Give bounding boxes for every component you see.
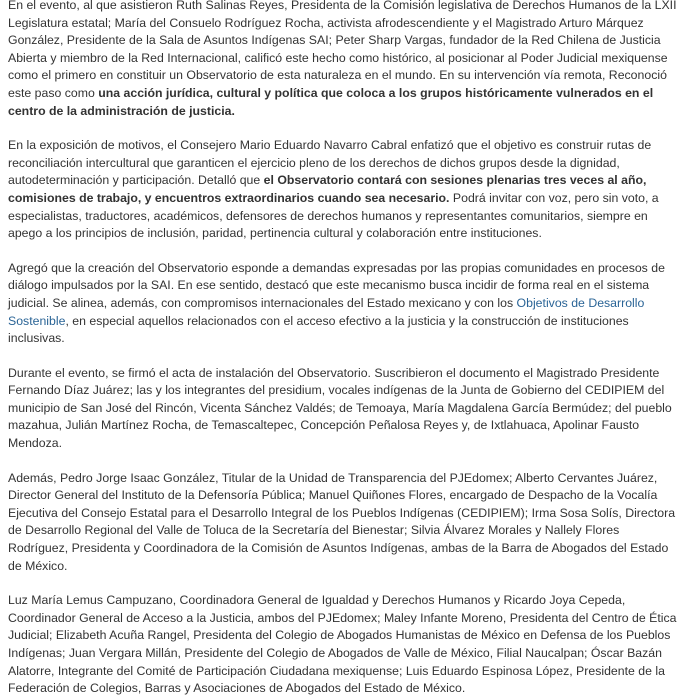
paragraph-text: En el evento, al que asistieron Ruth Salinas Reyes, Presidenta de la Comisión legislativa de Derechos Humanos de la LXII Legislatura estatal; María del Consuelo Rodríguez Rocha, activista afrodescendiente y el Magistrado Arturo Márquez González, Presidente de la Sala de Asuntos Indígenas SAI; Peter Sharp Vargas, fundador de la Red Chilena de Justicia Abierta y miembro de la Red Internacional, calificó este hecho como histórico, al posicionar al Poder Judicial mexiquense como el primero en constituir un Observatorio de esta naturaleza en el mundo. En su intervención vía remota, Reconoció este paso como: [8, 0, 677, 100]
paragraph-text: Luz María Lemus Campuzano, Coordinadora General de Igualdad y Derechos Humanos y Ricardo Joya Cepeda, Coordinador General de Acceso a la Justicia, ambos del PJEdomex; Maley Infante Moreno, Presidenta del Centro de Ética Judicial; Elizabeth Acuña Rangel, Presidenta del Colegio de Abogados Humanistas de México en Defensa de los Pueblos Indígenas; Juan Vergara Millán, Presidente del Colegio de Abogados de Valle de México, Filial Naucalpan; Óscar Bazán Alatorre, Integrante del Comité de Participación Ciudadana mexiquense; Luis Eduardo Espinosa López, Presidente de la Federación de Colegios, Barras y Asociaciones de Abogados del Estado de México.: [8, 593, 677, 696]
paragraph-text: Podrá invitar con voz, pero sin voto, a especialistas, traductores, académicos, defensores de derechos humanos y representantes comunitarios, siempre en apego a los principios de inclusión, paridad, pertinencia cultural y colaboración entre instituciones.: [8, 190, 659, 241]
paragraph-text: Agregó que la creación del Observatorio esponde a demandas expresadas por las propias comunidades en procesos de diálogo impulsados por la SAI. En ese sentido, destacó que este mecanismo busca incidir de forma real en el sistema judicial. Se alinea, además, con compromisos internacionales del Estado mexicano y con los: [8, 260, 665, 310]
paragraph-motives: [8, 137, 682, 243]
paragraph-text: , en especial aquellos relacionados con el acceso efectivo a la justicia y la construcción de instituciones inclusivas.: [8, 313, 629, 346]
paragraph-more-attendees: [8, 592, 682, 698]
paragraph-text: Durante el evento, se firmó el acta de instalación del Observatorio. Suscribieron el documento el Magistrado Presidente Fernando Díaz Juárez; las y los integrantes del presidium, vocales indígenas de la Junta de Gobierno del CEDIPIEM del municipio de San José del Rincón, Vicenta Sánchez Valdés; de Temoaya, María Magdalena García Bermúdez; del pueblo mazahua, Julián Martínez Rocha, de Temascaltepec, Concepción Peñalosa Reyes y, de Ixtlahuaca, Apolinar Fausto Mendoza.: [8, 365, 672, 451]
paragraph-text: Además, Pedro Jorge Isaac González, Titular de la Unidad de Transparencia del PJEdomex; Alberto Cervantes Juárez, Director General del Instituto de la Defensoría Pública; Manuel Quiñones Flores, encargado de Despacho de la Vocalía Ejecutiva del Consejo Estatal para el Desarrollo Integral de los Pueblos Indígenas (CEDIPIEM); Irma Sosa Solís, Directora de Desarrollo Regional del Valle de Toluca de la Secretaría del Bienestar; Silvia Álvarez Morales y Nallely Flores Rodríguez, Presidenta y Coordinadora de la Comisión de Asuntos Indígenas, ambas de la Barra de Abogados del Estado de México.: [8, 470, 676, 573]
bold-highlight: una acción jurídica, cultural y política que coloca a los grupos históricamente vulnerados en el centro de la administración de justicia.: [8, 85, 654, 118]
paragraph-event-attendees: [8, 0, 682, 120]
paragraph-text: En la exposición de motivos, el Consejero Mario Eduardo Navarro Cabral enfatizó que el objetivo es construir rutas de reconciliación intercultural que garanticen el ejercicio pleno de los derechos de dichos grupos desde la dignidad, autodeterminación y participación. Detalló que: [8, 138, 652, 188]
paragraph-additional-attendees: [8, 470, 682, 576]
paragraph-signing: [8, 365, 682, 453]
bold-highlight: el Observatorio contará con sesiones plenarias tres veces al año, comisiones de trabajo, y encuentros extraordinarios cuando sea necesario.: [8, 173, 647, 205]
paragraph-observatory-creation: [8, 260, 682, 348]
sdg-link[interactable]: Objetivos de Desarrollo Sostenible: [8, 295, 645, 328]
